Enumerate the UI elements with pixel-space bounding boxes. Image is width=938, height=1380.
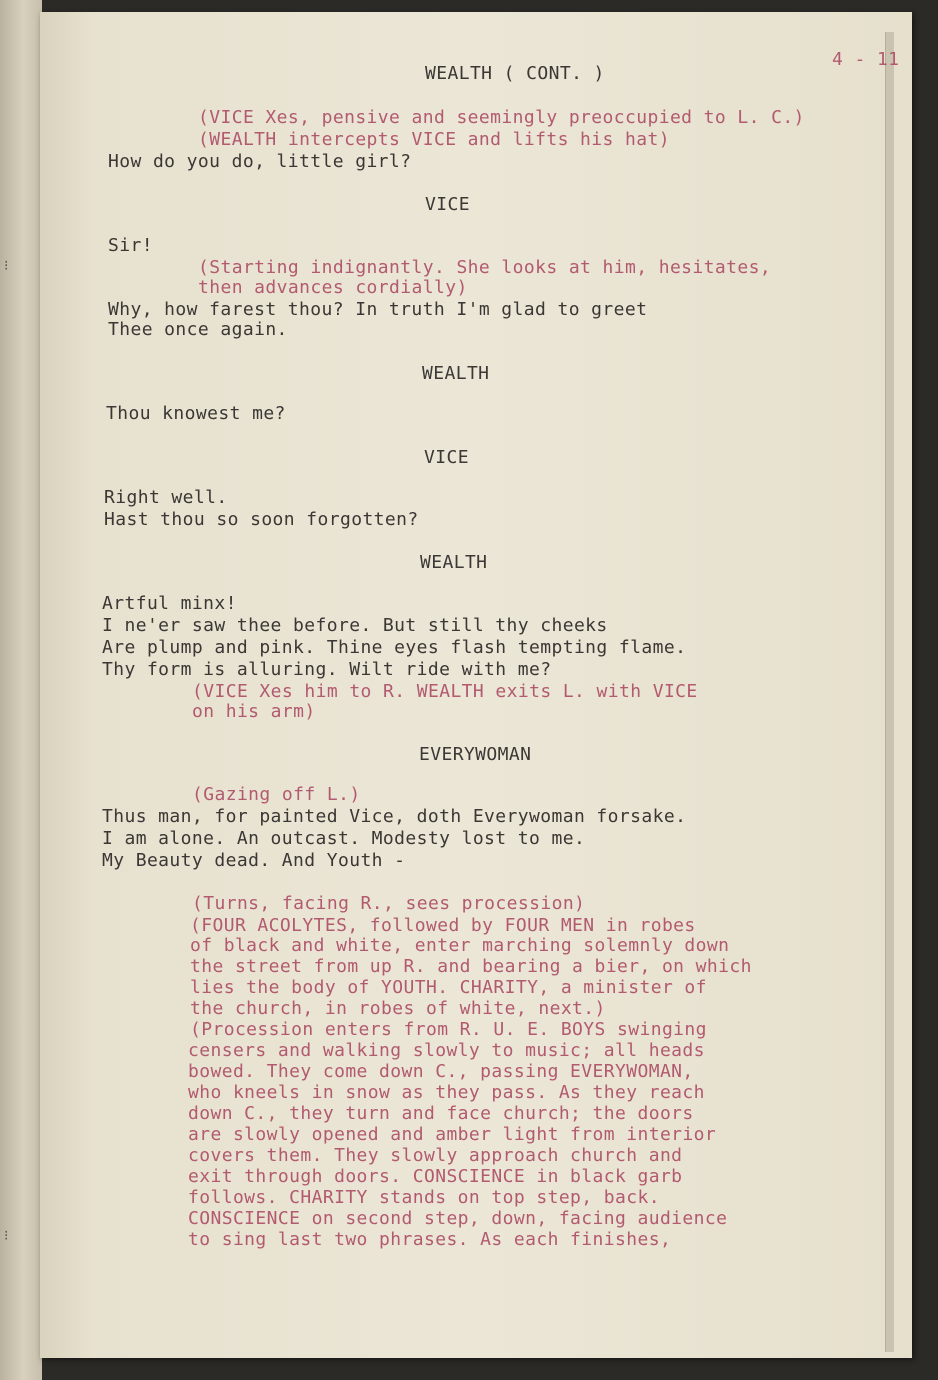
stage-direction: who kneels in snow as they pass. As they reach [188, 1082, 705, 1103]
dialogue-line: Thee once again. [108, 319, 288, 340]
dialogue-line: Right well. [104, 487, 228, 508]
dialogue-line: How do you do, little girl? [108, 151, 412, 172]
character-name: WEALTH [420, 552, 488, 573]
stage-direction: down C., they turn and face church; the doors [188, 1103, 694, 1124]
stage-direction: covers them. They slowly approach church and [188, 1145, 683, 1166]
dialogue-line: Sir! [108, 235, 153, 256]
stage-direction: (Starting indignantly. She looks at him, hesitates, [198, 257, 772, 278]
stage-direction: the church, in robes of white, next.) [190, 998, 606, 1019]
dialogue-line: Thus man, for painted Vice, doth Everywoman forsake. [102, 806, 687, 827]
stage-direction: then advances cordially) [198, 277, 468, 298]
dialogue-line: Thou knowest me? [106, 403, 286, 424]
character-name: WEALTH [422, 363, 490, 384]
margin-mark: ⁝ [4, 258, 9, 274]
stage-direction: (FOUR ACOLYTES, followed by FOUR MEN in robes [190, 915, 696, 936]
margin-mark: ⁝ [4, 1228, 9, 1244]
stage-direction: exit through doors. CONSCIENCE in black garb [188, 1166, 683, 1187]
stage-direction: on his arm) [192, 701, 316, 722]
dialogue-line: Are plump and pink. Thine eyes flash tempting flame. [102, 637, 687, 658]
stage-direction: the street from up R. and bearing a bier, on which [190, 956, 752, 977]
dialogue-line: Why, how farest thou? In truth I'm glad to greet [108, 299, 648, 320]
stage-direction: (Turns, facing R., sees procession) [192, 893, 586, 914]
dialogue-line: I am alone. An outcast. Modesty lost to me. [102, 828, 586, 849]
character-name: VICE [425, 194, 470, 215]
stage-direction: to sing last two phrases. As each finishes, [188, 1229, 672, 1250]
stage-direction: bowed. They come down C., passing EVERYWOMAN, [188, 1061, 694, 1082]
stage-direction: CONSCIENCE on second step, down, facing audience [188, 1208, 728, 1229]
book-spine [0, 0, 42, 1380]
stage-direction: are slowly opened and amber light from interior [188, 1124, 717, 1145]
dialogue-line: Hast thou so soon forgotten? [104, 509, 419, 530]
page-number: 4 - 11 [832, 49, 900, 70]
character-name: EVERYWOMAN [419, 744, 532, 765]
stage-direction: of black and white, enter marching solemnly down [190, 935, 730, 956]
stage-direction: (VICE Xes, pensive and seemingly preoccupied to L. C.) [198, 107, 805, 128]
dialogue-line: Artful minx! [102, 593, 237, 614]
stage-direction: follows. CHARITY stands on top step, back. [188, 1187, 660, 1208]
stage-direction: (WEALTH intercepts VICE and lifts his hat) [198, 129, 670, 150]
character-name: VICE [424, 447, 469, 468]
dialogue-line: I ne'er saw thee before. But still thy cheeks [102, 615, 608, 636]
script-page [40, 12, 912, 1358]
page-heading: WEALTH ( CONT. ) [425, 63, 605, 84]
stage-direction: lies the body of YOUTH. CHARITY, a minister of [190, 977, 707, 998]
stage-direction: censers and walking slowly to music; all heads [188, 1040, 705, 1061]
dialogue-line: My Beauty dead. And Youth - [102, 850, 406, 871]
page-edge [885, 32, 894, 1352]
stage-direction: (VICE Xes him to R. WEALTH exits L. with VICE [192, 681, 698, 702]
stage-direction: (Gazing off L.) [192, 784, 361, 805]
dialogue-line: Thy form is alluring. Wilt ride with me? [102, 659, 552, 680]
stage-direction: (Procession enters from R. U. E. BOYS swinging [190, 1019, 707, 1040]
